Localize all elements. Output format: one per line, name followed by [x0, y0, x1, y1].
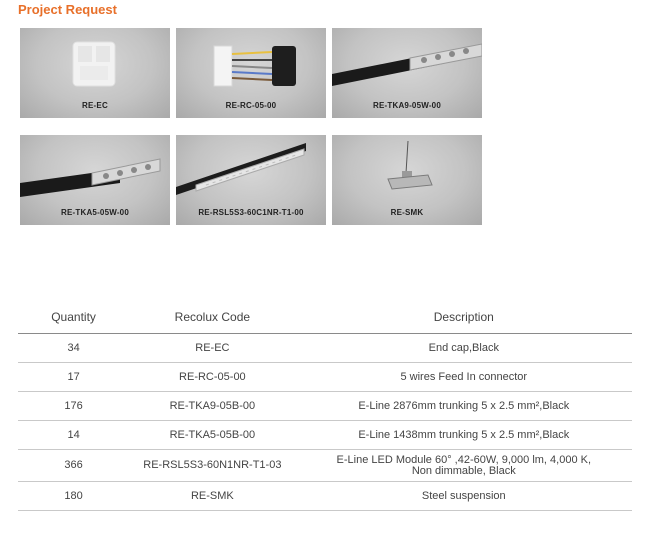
cell-code: RE-SMK — [129, 482, 295, 511]
header-code: Recolux Code — [129, 301, 295, 334]
table-row — [18, 363, 632, 392]
cell-description: E-Line 1438mm trunking 5 x 2.5 mm²,Black — [296, 421, 632, 450]
table-row — [18, 334, 632, 363]
tile-caption: RE-RSL5S3-60C1NR-T1-00 — [198, 208, 304, 217]
product-tile-trunking-short[interactable] — [20, 135, 170, 225]
tile-caption: RE-TKA9-05W-00 — [373, 101, 441, 110]
cell-code: RE-RSL5S3-60N1NR-T1-03 — [129, 450, 295, 482]
cell-description: E-Line 2876mm trunking 5 x 2.5 mm²,Black — [296, 392, 632, 421]
cell-quantity: 14 — [18, 421, 129, 450]
cell-quantity: 366 — [18, 450, 129, 482]
header-quantity: Quantity — [18, 301, 129, 334]
cell-description: E-Line LED Module 60° ,42-60W, 9,000 lm, 4,000 K, Non dimmable, Black — [296, 450, 632, 482]
product-gallery — [20, 28, 490, 228]
product-tile-suspension[interactable] — [332, 135, 482, 225]
product-tile-feed-connector[interactable] — [176, 28, 326, 118]
cell-description: 5 wires Feed In connector — [296, 363, 632, 392]
tile-caption: RE-SMK — [390, 208, 424, 217]
cell-code: RE-EC — [129, 334, 295, 363]
cell-code: RE-TKA5-05B-00 — [129, 421, 295, 450]
section-title: Project Request — [18, 2, 117, 17]
cell-description: Steel suspension — [296, 482, 632, 511]
tile-caption: RE-TKA5-05W-00 — [61, 208, 129, 217]
table-header-row — [18, 301, 632, 334]
product-tile-led-module[interactable] — [176, 135, 326, 225]
cell-quantity: 17 — [18, 363, 129, 392]
table-row — [18, 482, 632, 511]
tile-caption: RE-EC — [82, 101, 108, 110]
product-tile-end-cap[interactable] — [20, 28, 170, 118]
tile-caption: RE-RC-05-00 — [225, 101, 277, 110]
cell-quantity: 34 — [18, 334, 129, 363]
cell-code: RE-RC-05-00 — [129, 363, 295, 392]
cell-description: End cap,Black — [296, 334, 632, 363]
cell-quantity: 180 — [18, 482, 129, 511]
table-row — [18, 392, 632, 421]
cell-quantity: 176 — [18, 392, 129, 421]
table-row — [18, 450, 632, 482]
product-tile-trunking-long[interactable] — [332, 28, 482, 118]
header-description: Description — [296, 301, 632, 334]
cell-code: RE-TKA9-05B-00 — [129, 392, 295, 421]
table-row — [18, 421, 632, 450]
product-table — [18, 301, 632, 511]
